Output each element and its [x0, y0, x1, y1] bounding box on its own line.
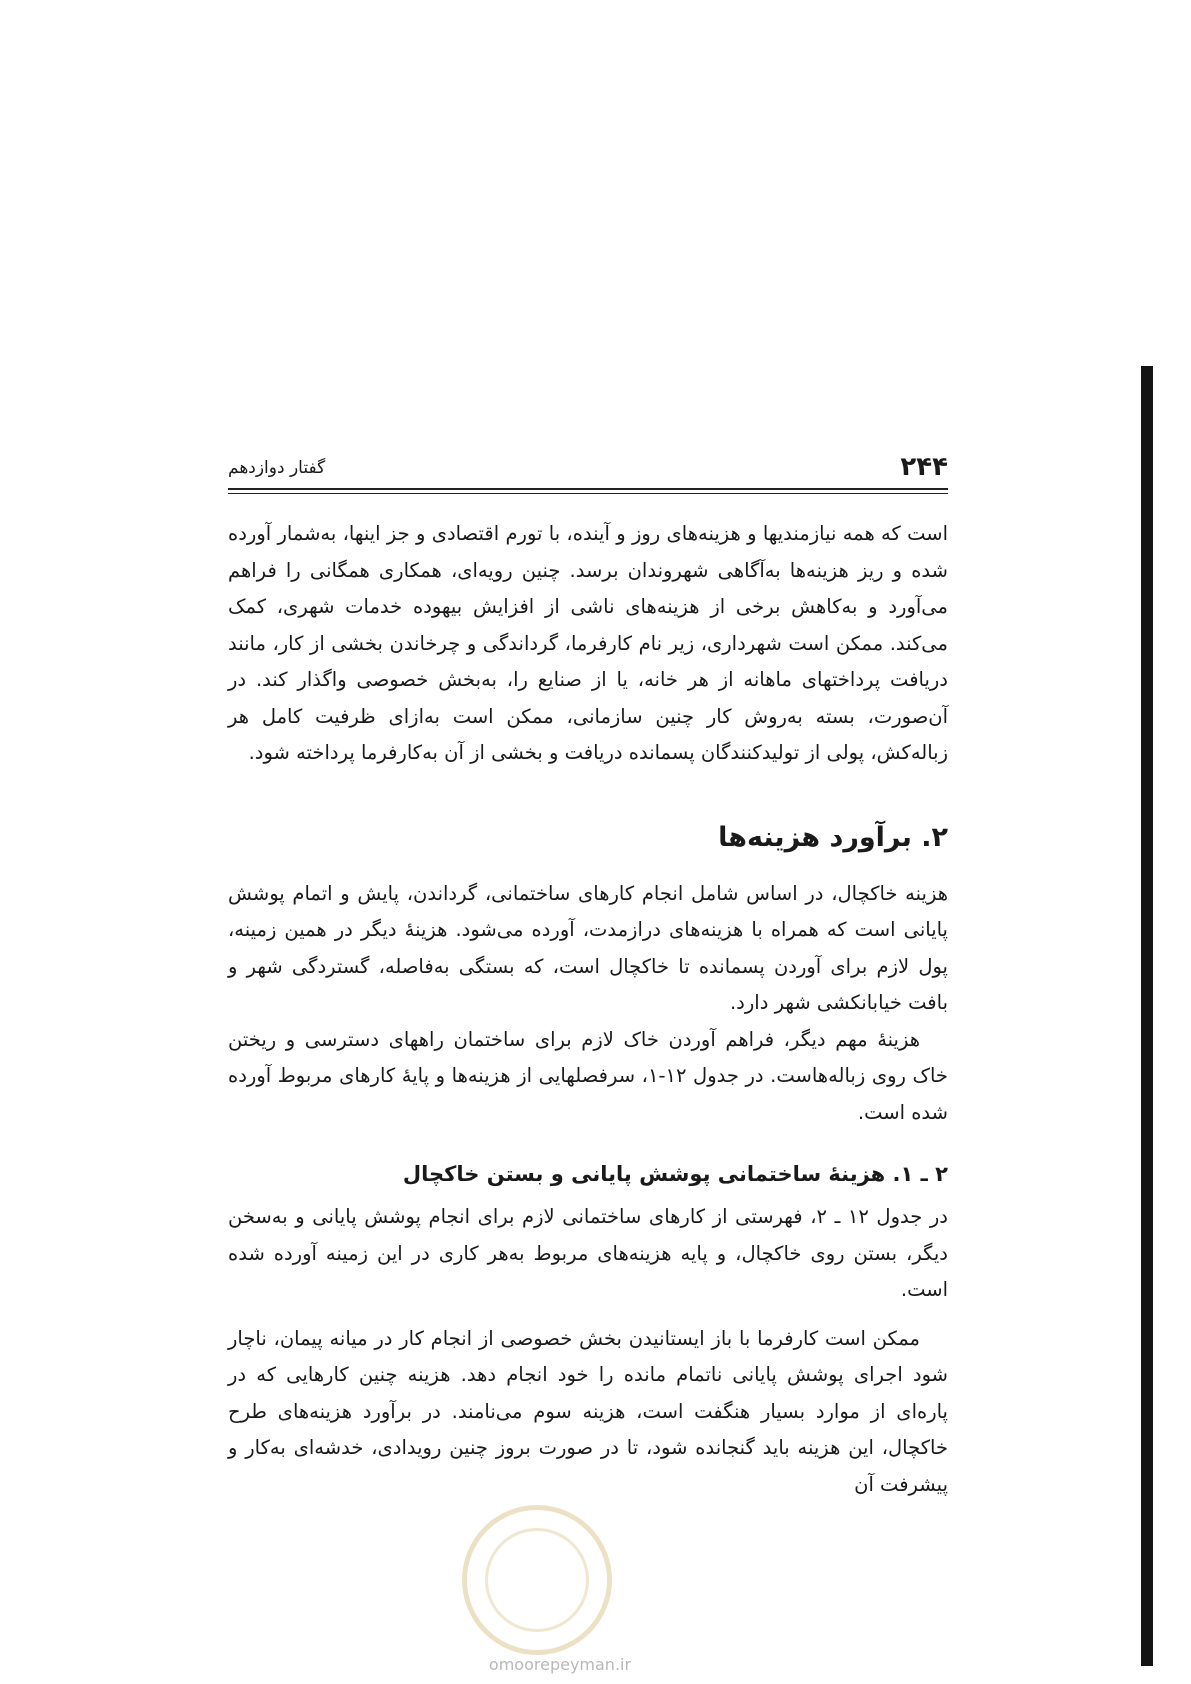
- section-2-1-heading: ۲ ـ ۱. هزینهٔ ساختمانی پوشش پایانی و بستن خاکچال: [402, 1162, 948, 1186]
- watermark-seal-icon: [462, 1505, 612, 1655]
- page-edge-bar: [1141, 366, 1153, 1666]
- header-rule: [228, 488, 948, 494]
- section-2-1-paragraph-1: در جدول ۱۲ ـ ۲، فهرستی از کارهای ساختمانی لازم برای انجام پوشش پایانی و به‌سخن دیگر، بستن روی خاکچال، و پایه هزینه‌های مربوط به‌هر کاری در این زمینه آورده شده است.: [228, 1205, 948, 1301]
- section-2-1-paragraph-2: ممکن است کارفرما با باز ایستانیدن بخش خصوصی از انجام کار در میانه پیمان، ناچار شود اجرای پوشش پایانی ناتمام مانده را خود انجام دهد. هزینه چنین کارهایی که در پاره‌ای از موارد بسیار هنگفت است، هزینه سوم می‌نامند. در برآورد هزینه‌های طرح خاکچال، این هزینه باید گنجانده شود، تا در صورت بروز چنین رویدادی، خدشه‌ای به‌کار و پیشرفت آن: [228, 1326, 948, 1496]
- page-number: ۲۴۴: [900, 452, 948, 482]
- book-page: [228, 452, 948, 1503]
- running-header: [228, 452, 948, 488]
- site-watermark: omoorepeyman.ir: [488, 1655, 632, 1674]
- section-2-paragraph-1: هزینه خاکچال، در اساس شامل انجام کارهای ساختمانی، گرداندن، پایش و اتمام پوشش پایانی است که همراه با هزینه‌های درازمدت، آورده می‌شود. هزینهٔ دیگر در همین زمینه، پول لازم برای آوردن پسمانده تا خاکچال است، که بستگی به‌فاصله، گستردگی شهر و بافت خیابانکشی شهر دارد.: [228, 881, 948, 1014]
- chapter-title: گفتار دوازدهم: [228, 458, 326, 478]
- section-2-heading: ۲. برآورد هزینه‌ها: [718, 821, 948, 853]
- intro-paragraph: است که همه نیازمندیها و هزینه‌های روز و آینده، با تورم اقتصادی و جز اینها، به‌شمار آورده شده و ریز هزینه‌ها به‌آگاهی شهروندان برسد. چنین رویه‌ای، همکاری همگانی را فراهم می‌آورد و به‌کاهش برخی از هزینه‌های ناشی از افزایش بیهوده خدمات شهری، کمک می‌کند. ممکن است شهرداری، زیر نام کارفرما، گرداندگی و چرخاندن بخشی از کار، مانند دریافت پرداختهای ماهانه از هر خانه، یا از صنایع را، به‌بخش خصوصی واگذار کند. در آن‌صورت، بسته به‌روش کار چنین سازمانی، ممکن است به‌ازای ظرفیت کامل هر زباله‌کش، پولی از تولیدکنندگان پسمانده دریافت و بخشی از آن به‌کارفرما پرداخته شود.: [228, 522, 948, 764]
- watermark-seal-inner-ring: [485, 1528, 589, 1632]
- section-2-paragraph-2: هزینهٔ مهم دیگر، فراهم آوردن خاک لازم برای ساختمان راههای دسترسی و ریختن خاک روی زباله‌هاست. در جدول ۱۲-۱، سرفصلهایی از هزینه‌ها و پایهٔ کارهای مربوط آورده شده است.: [228, 1027, 948, 1124]
